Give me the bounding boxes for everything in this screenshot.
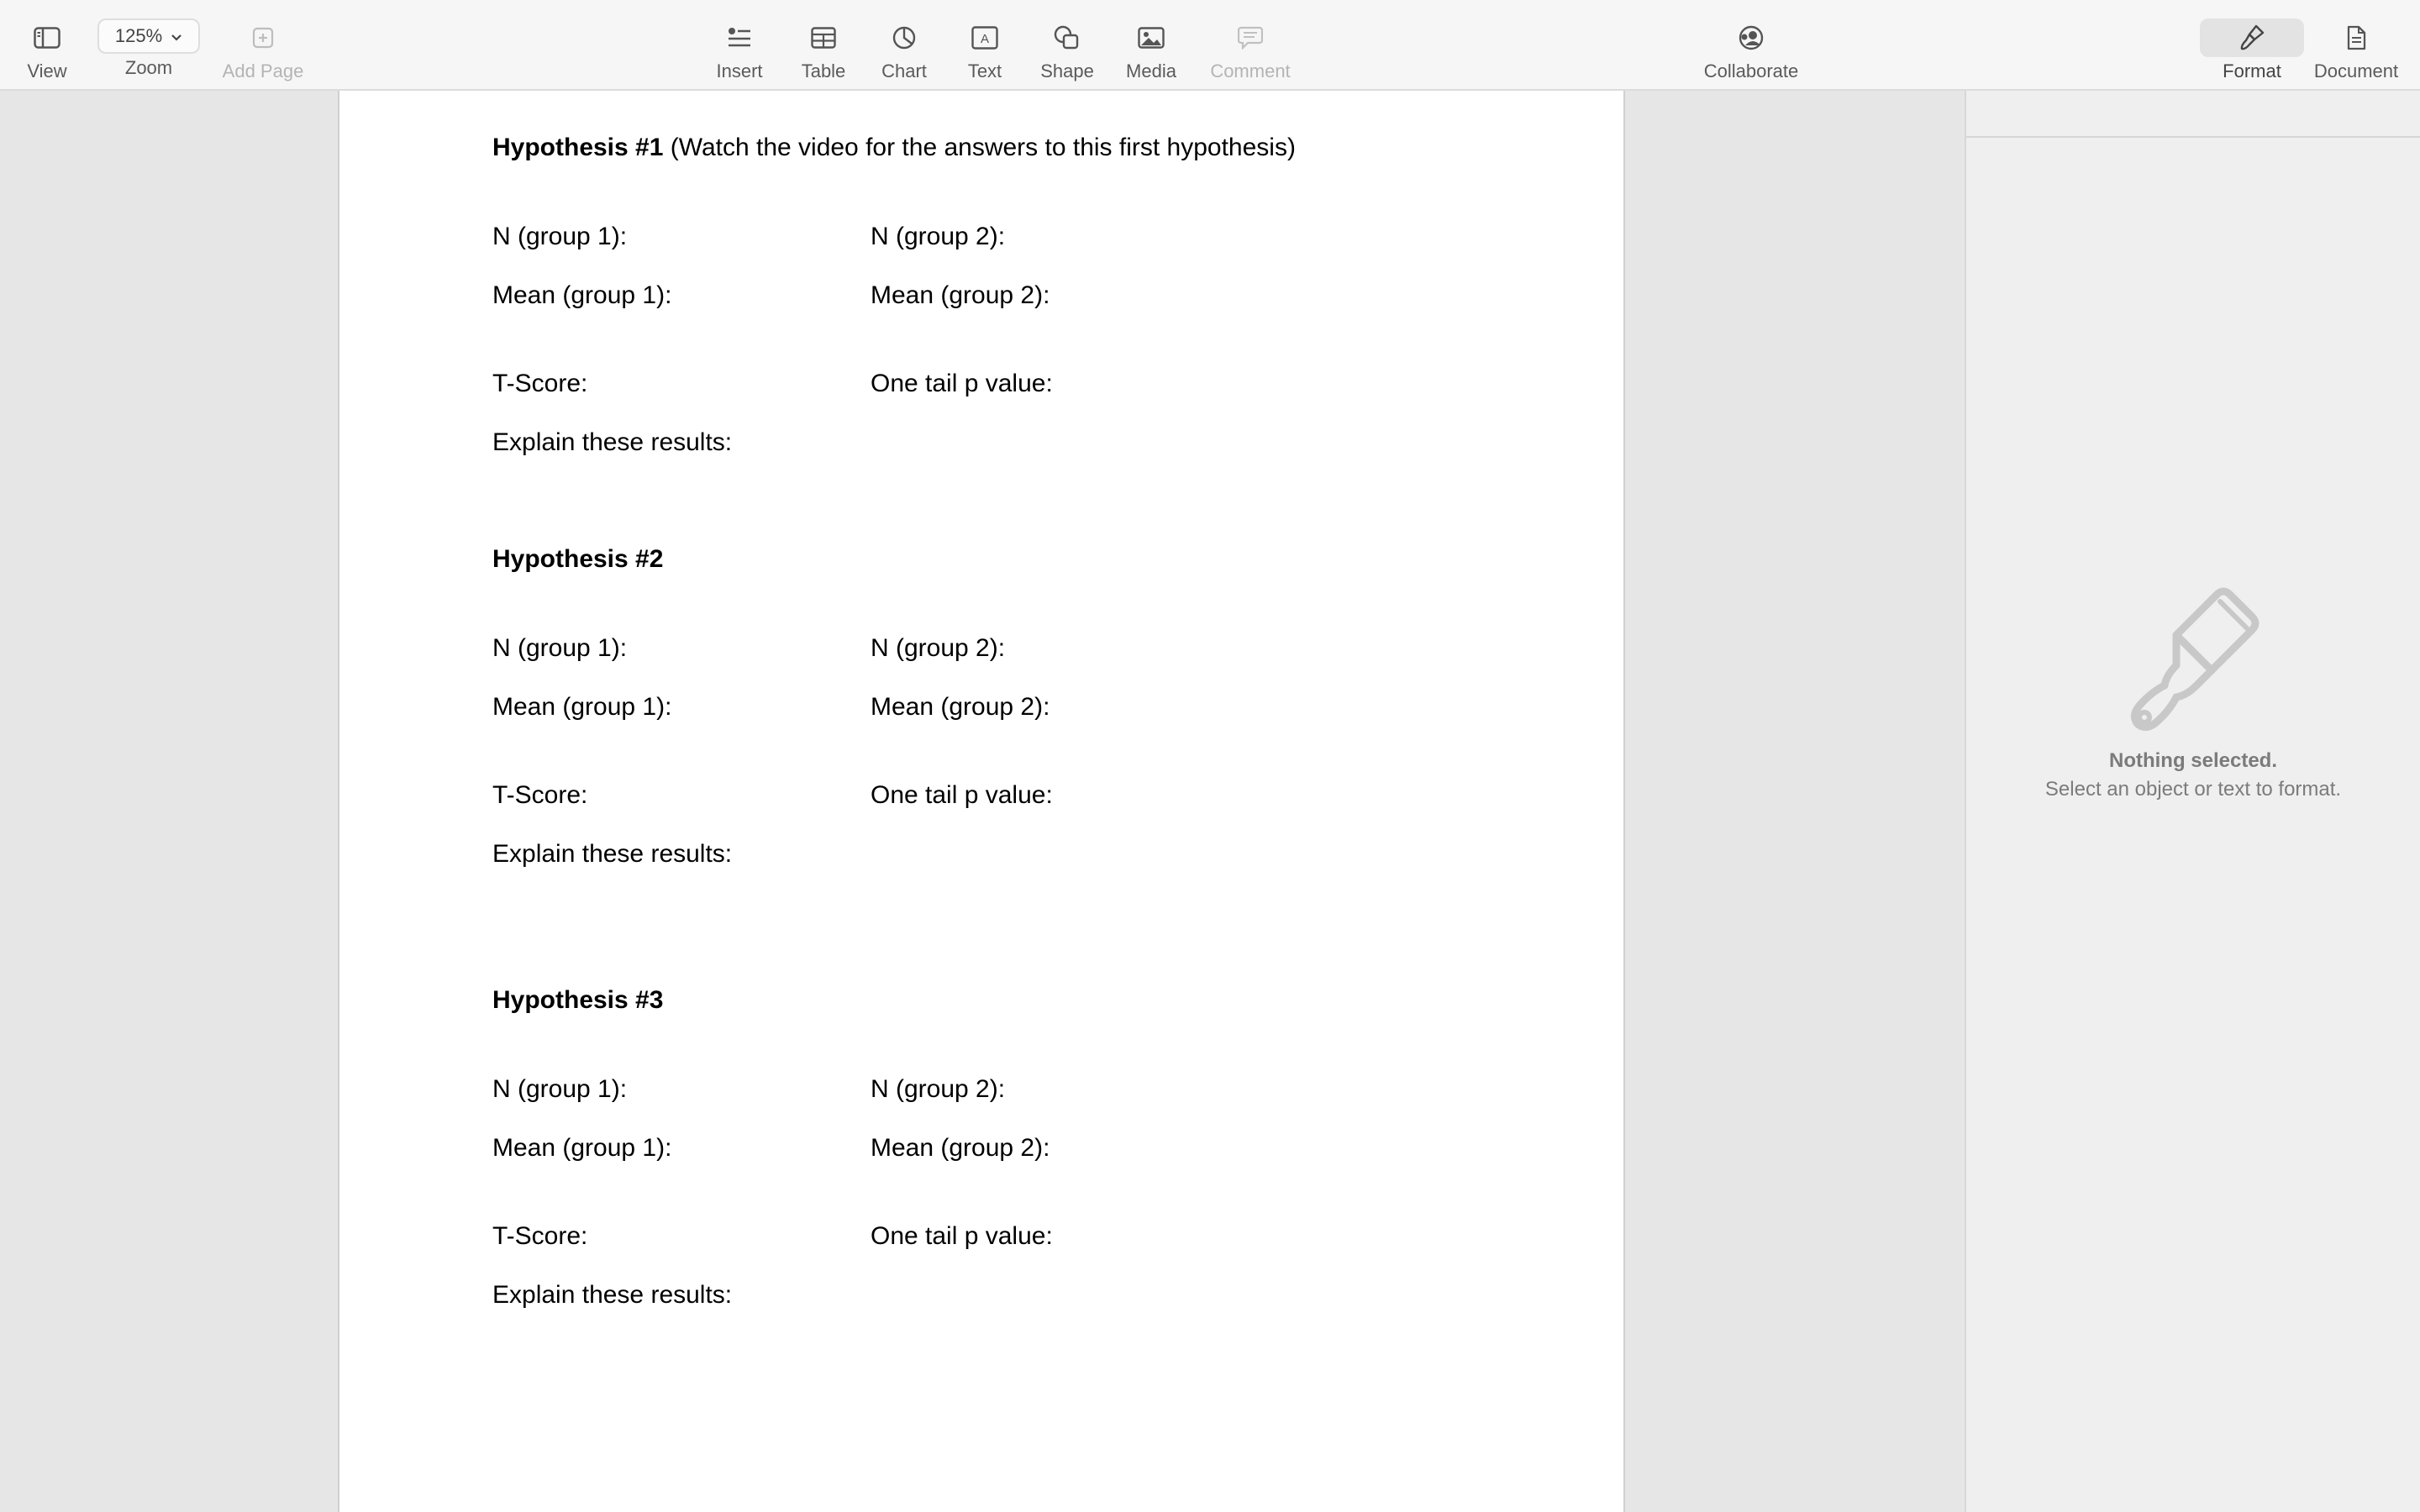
chevron-down-icon: [171, 25, 182, 47]
nothing-selected-title: Nothing selected.: [2108, 749, 2278, 772]
hypothesis-2-explain[interactable]: Explain these results:: [492, 840, 733, 868]
hypothesis-1-mean-group-1[interactable]: Mean (group 1):: [492, 281, 672, 309]
hypothesis-3-title: Hypothesis #3: [492, 986, 664, 1014]
hypothesis-3-explain[interactable]: Explain these results:: [492, 1281, 733, 1309]
hypothesis-1-title: Hypothesis #1: [492, 134, 664, 161]
collaborate-button[interactable]: [1694, 0, 1808, 91]
hypothesis-2-p-value[interactable]: One tail p value:: [871, 781, 1053, 809]
nothing-selected-subtitle: Select an object or text to format.: [2044, 778, 2342, 801]
table-label: Table: [801, 60, 846, 81]
document-canvas[interactable]: [0, 91, 1965, 1512]
format-label: Format: [2223, 60, 2281, 81]
collaborate-icon: [1737, 22, 1765, 54]
format-inspector: [1965, 91, 2420, 1512]
media-label: Media: [1126, 60, 1176, 81]
hypothesis-1-t-score[interactable]: T-Score:: [492, 370, 588, 397]
document-label: Document: [2313, 60, 2399, 81]
text-button[interactable]: [955, 0, 1015, 91]
hypothesis-1-heading[interactable]: [492, 133, 1296, 163]
document-button[interactable]: [2309, 0, 2403, 91]
collaborate-label: Collaborate: [1703, 60, 1799, 81]
hypothesis-3-t-score[interactable]: T-Score:: [492, 1222, 588, 1250]
hypothesis-1-note: (Watch the video for the answers to this first hypothesis): [663, 134, 1296, 161]
hypothesis-3-n-group-1[interactable]: N (group 1):: [492, 1075, 628, 1103]
hypothesis-1-n-group-2[interactable]: N (group 2):: [871, 223, 1006, 250]
add-page-button[interactable]: [217, 0, 309, 91]
hypothesis-2-n-group-2[interactable]: N (group 2):: [871, 634, 1006, 662]
zoom-control[interactable]: [97, 0, 200, 91]
sidebar-icon: [34, 22, 60, 54]
text-box-icon: [971, 22, 998, 54]
hypothesis-3-mean-group-2[interactable]: Mean (group 2):: [871, 1134, 1050, 1162]
document-icon: [2346, 22, 2366, 54]
zoom-select[interactable]: [97, 18, 200, 54]
hypothesis-2-mean-group-2[interactable]: Mean (group 2):: [871, 693, 1050, 721]
shape-icon: [1054, 22, 1081, 54]
inspector-header: [1966, 91, 2420, 138]
view-label: View: [27, 60, 67, 81]
hypothesis-2-t-score[interactable]: T-Score:: [492, 781, 588, 809]
media-button[interactable]: [1121, 0, 1181, 91]
photo-icon: [1138, 22, 1165, 54]
hypothesis-3-heading[interactable]: [492, 985, 663, 1016]
pie-chart-icon: [892, 22, 917, 54]
text-label: Text: [967, 60, 1002, 81]
hypothesis-2-mean-group-1[interactable]: Mean (group 1):: [492, 693, 672, 721]
hypothesis-1-p-value[interactable]: One tail p value:: [871, 370, 1053, 397]
add-page-label: Add Page: [222, 60, 304, 81]
hypothesis-3-n-group-2[interactable]: N (group 2):: [871, 1075, 1006, 1103]
comment-button[interactable]: [1203, 0, 1297, 91]
insert-label: Insert: [716, 60, 763, 81]
paintbrush-icon: [2239, 22, 2265, 54]
view-button[interactable]: [18, 0, 76, 91]
table-button[interactable]: [793, 0, 854, 91]
chart-label: Chart: [881, 60, 927, 81]
document-page[interactable]: [338, 91, 1625, 1512]
list-insert-icon: [727, 22, 752, 54]
format-button[interactable]: [2215, 0, 2289, 91]
shape-label: Shape: [1040, 60, 1094, 81]
svg-text:A: A: [980, 32, 990, 46]
chart-button[interactable]: [874, 0, 934, 91]
hypothesis-2-heading[interactable]: [492, 544, 663, 575]
hypothesis-2-title: Hypothesis #2: [492, 545, 664, 573]
table-icon: [811, 22, 836, 54]
comment-label: Comment: [1210, 60, 1291, 81]
comment-icon: [1238, 22, 1263, 54]
insert-button[interactable]: [708, 0, 771, 91]
shape-button[interactable]: [1035, 0, 1099, 91]
plus-square-icon: [252, 22, 274, 54]
hypothesis-3-mean-group-1[interactable]: Mean (group 1):: [492, 1134, 672, 1162]
hypothesis-2-n-group-1[interactable]: N (group 1):: [492, 634, 628, 662]
paintbrush-icon: [2126, 585, 2260, 740]
toolbar: [0, 0, 2420, 91]
zoom-label: Zoom: [124, 57, 173, 78]
hypothesis-1-mean-group-2[interactable]: Mean (group 2):: [871, 281, 1050, 309]
hypothesis-1-explain[interactable]: Explain these results:: [492, 428, 733, 456]
hypothesis-3-p-value[interactable]: One tail p value:: [871, 1222, 1053, 1250]
hypothesis-1-n-group-1[interactable]: N (group 1):: [492, 223, 628, 250]
zoom-value: 125%: [114, 25, 163, 46]
